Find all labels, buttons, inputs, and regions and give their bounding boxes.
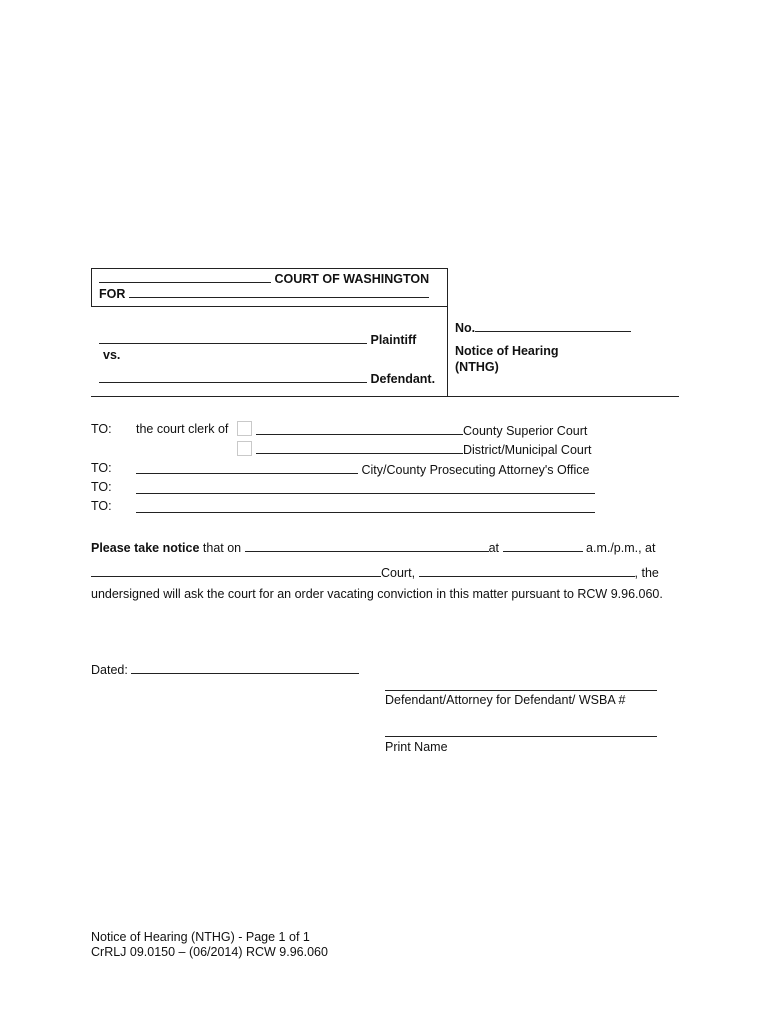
defendant-row [99,370,435,386]
county-blank[interactable] [99,270,271,283]
caption-bottom-border [91,396,679,397]
doc-title-line2: (NTHG) [455,360,499,374]
prosecutor-blank[interactable] [136,461,358,474]
court-address-blank[interactable] [419,564,635,577]
notice-body: undersigned will ask the court for an order vacating conviction in this matter pursuant to RCW 9.96.060. [91,587,663,601]
print-name-label: Print Name [385,740,448,754]
to-blank-3[interactable] [136,493,595,494]
court-of-label: COURT OF WASHINGTON [274,272,430,286]
superior-court-blank[interactable] [256,422,463,435]
notice-that-on: that on [202,541,242,555]
prosecutor-label: City/County Prosecuting Attorney's Office [361,463,590,477]
defendant-label: Defendant. [370,372,436,386]
dated-label: Dated: [91,663,128,677]
for-blank[interactable] [129,285,429,298]
notice-court: Court, [381,566,416,580]
notice-line-1 [91,539,655,555]
superior-court-label: County Superior Court [463,424,588,438]
prosecutor-row [136,461,589,477]
dated-blank[interactable] [131,661,359,674]
notice-at: at [488,541,500,555]
to-label-2: TO: [91,461,112,475]
district-court-row [256,441,592,457]
superior-court-row [256,422,587,438]
footer-line-2: CrRLJ 09.0150 – (06/2014) RCW 9.96.060 [91,945,328,959]
plaintiff-label: Plaintiff [370,333,417,347]
print-name-line[interactable] [385,736,657,737]
court-of-row [99,270,429,286]
clerk-label: the court clerk of [136,422,229,436]
notice-line-2 [91,564,659,580]
for-label: FOR [99,287,126,301]
case-number-row [455,319,631,335]
dated-row [91,661,359,677]
court-name-blank[interactable] [91,564,381,577]
footer-line-1: Notice of Hearing (NTHG) - Page 1 of 1 [91,930,310,944]
district-court-checkbox[interactable] [237,441,252,456]
plaintiff-blank[interactable] [99,331,367,344]
doc-title-line1: Notice of Hearing [455,344,559,358]
caption-top-border [91,268,447,269]
notice-ampm: a.m./p.m., at [586,541,656,555]
caption-center-border [447,268,448,396]
district-court-label: District/Municipal Court [463,443,592,457]
to-label-1: TO: [91,422,112,436]
vs-label: vs. [103,348,121,362]
notice-the: , the [634,566,659,580]
case-number-label: No. [455,321,476,335]
to-label-3: TO: [91,480,112,494]
superior-court-checkbox[interactable] [237,421,252,436]
hearing-date-blank[interactable] [245,539,489,552]
caption-divider [91,306,447,307]
plaintiff-row [99,331,416,347]
defendant-blank[interactable] [99,370,367,383]
to-label-4: TO: [91,499,112,513]
for-row [99,285,429,301]
hearing-time-blank[interactable] [503,539,583,552]
to-blank-4[interactable] [136,512,595,513]
caption-left-border [91,268,92,306]
case-number-blank[interactable] [475,319,631,332]
notice-bold-lead: Please take notice [91,541,200,555]
signature-line[interactable] [385,690,657,691]
signature-label: Defendant/Attorney for Defendant/ WSBA # [385,693,626,707]
district-court-blank[interactable] [256,441,463,454]
